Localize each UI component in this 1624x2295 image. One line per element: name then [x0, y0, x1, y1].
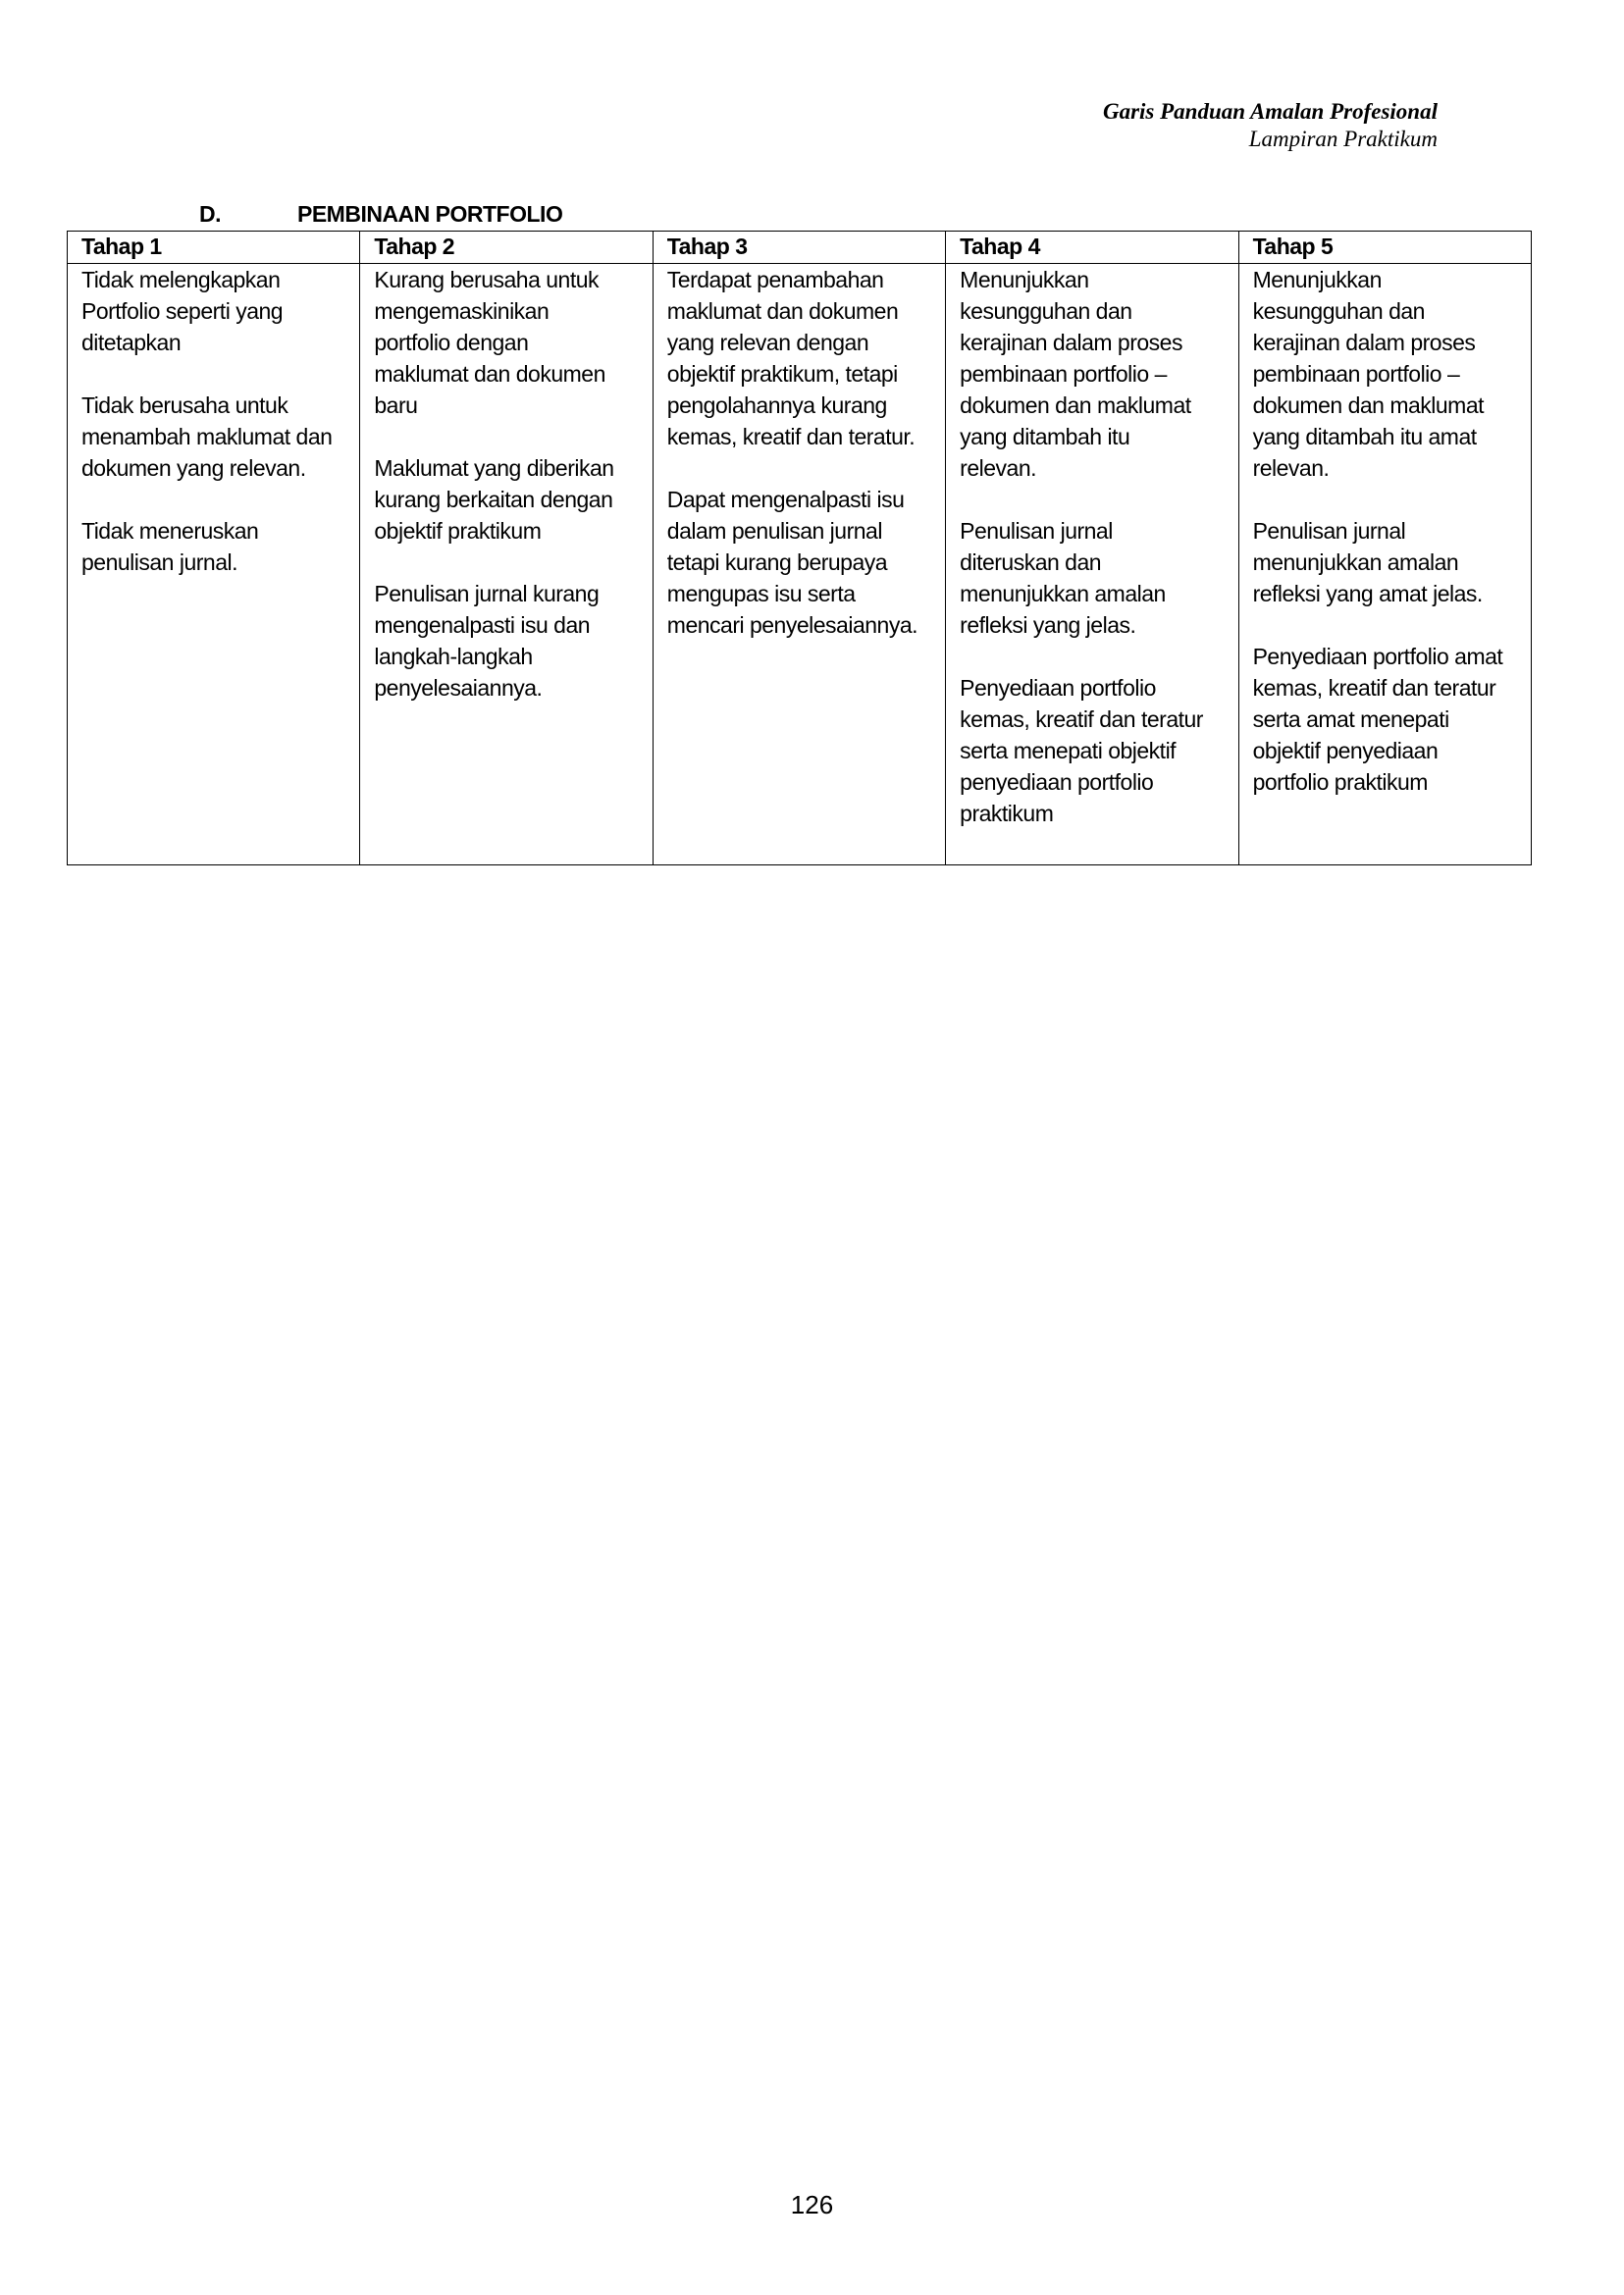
column-header-tahap-2: Tahap 2 — [360, 232, 653, 264]
criteria-paragraph: Kurang berusaha untuk mengemaskinikan portfolio dengan maklumat dan dokumen baru — [374, 267, 605, 418]
criteria-paragraph: Penulisan jurnal menunjukkan amalan refleksi yang amat jelas. — [1252, 518, 1483, 606]
criteria-paragraph: Tidak meneruskan penulisan jurnal. — [81, 518, 259, 575]
criteria-paragraph: Penyediaan portfolio amat kemas, kreatif dan teratur serta amat menepati objektif penyediaan portfolio praktikum — [1252, 644, 1503, 795]
column-header-tahap-4: Tahap 4 — [946, 232, 1238, 264]
criteria-paragraph: Menunjukkan kesungguhan dan kerajinan dalam proses pembinaan portfolio – dokumen dan maklumat yang ditambah itu relevan. — [960, 267, 1191, 481]
rubric-table — [67, 231, 1532, 865]
header-subtitle: Lampiran Praktikum — [1248, 127, 1438, 151]
table-cell-tahap-2 — [360, 264, 653, 865]
criteria-paragraph: Maklumat yang diberikan kurang berkaitan dengan objektif praktikum — [374, 455, 614, 544]
criteria-paragraph: Tidak berusaha untuk menambah maklumat dan dokumen yang relevan. — [81, 392, 333, 481]
page-number: 126 — [790, 2190, 834, 2219]
section-title: PEMBINAAN PORTFOLIO — [297, 201, 563, 227]
criteria-paragraph: Penulisan jurnal kurang mengenalpasti isu dan langkah-langkah penyelesaiannya. — [374, 581, 600, 701]
table-cell-tahap-5 — [1238, 264, 1531, 865]
table-cell-tahap-1 — [68, 264, 360, 865]
column-header-tahap-5: Tahap 5 — [1238, 232, 1531, 264]
criteria-paragraph: Menunjukkan kesungguhan dan kerajinan dalam proses pembinaan portfolio – dokumen dan maklumat yang ditambah itu amat relevan. — [1252, 267, 1485, 481]
criteria-paragraph: Terdapat penambahan maklumat dan dokumen yang relevan dengan objektif praktikum, tetapi pengolahannya kurang kemas, kreatif dan teratur. — [666, 267, 916, 449]
criteria-paragraph: Penyediaan portfolio kemas, kreatif dan teratur serta menepati objektif penyediaan portfolio praktikum — [960, 675, 1203, 826]
column-header-tahap-1: Tahap 1 — [68, 232, 360, 264]
table-header-row — [68, 232, 1532, 264]
table-cell-tahap-4 — [946, 264, 1238, 865]
section-letter: D. — [199, 201, 221, 227]
page-header — [1103, 98, 1438, 153]
header-title: Garis Panduan Amalan Profesional — [1102, 99, 1438, 124]
table-cell-tahap-3 — [653, 264, 945, 865]
table-row — [68, 264, 1532, 865]
criteria-paragraph: Penulisan jurnal diteruskan dan menunjukkan amalan refleksi yang jelas. — [960, 518, 1166, 638]
section-heading — [199, 200, 562, 228]
column-header-tahap-3: Tahap 3 — [653, 232, 945, 264]
criteria-paragraph: Tidak melengkapkan Portfolio seperti yang ditetapkan — [81, 267, 284, 355]
criteria-paragraph: Dapat mengenalpasti isu dalam penulisan jurnal tetapi kurang berupaya mengupas isu serta mencari penyelesaiannya. — [666, 487, 917, 638]
